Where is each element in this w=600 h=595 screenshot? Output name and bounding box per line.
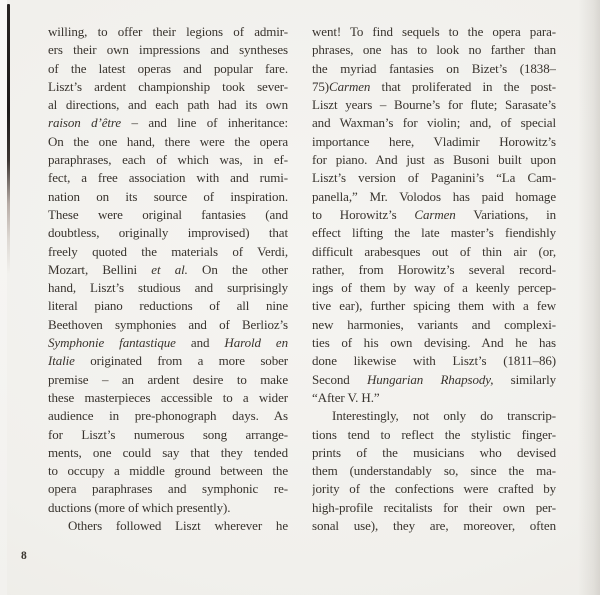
text-run: done likewise with Liszt’s (1811–86) [312, 353, 556, 369]
text-run: Interestingly, not only do transcrip- [332, 408, 556, 424]
text-run: sonal use), they are, moreover, often [312, 518, 556, 534]
page-number: 8 [21, 550, 27, 562]
text-line [312, 499, 556, 517]
page-right-shadow [578, 0, 600, 595]
text-line [48, 297, 288, 315]
text-line [48, 261, 288, 279]
text-run: tive ear), further spicing them with a few [312, 298, 556, 314]
text-line [312, 261, 556, 279]
text-run: these masterpieces accessible to a wider [48, 389, 288, 405]
text-line [48, 517, 288, 535]
text-run: literal piano reductions of all nine [48, 298, 288, 314]
italic-text: Italie [48, 353, 75, 369]
text-line [48, 334, 288, 352]
text-run: jority of the confections were crafted by [312, 481, 556, 497]
text-line [312, 279, 556, 297]
italic-text: Carmen [329, 78, 371, 94]
text-run: to Horowitz’s [312, 206, 415, 222]
text-run: effect lifting the late master’s fiendishly [312, 225, 556, 241]
text-run: Beethoven symphonies and of Berlioz’s [48, 316, 288, 332]
text-run: them (understandably so, since the ma- [312, 463, 556, 479]
text-line [48, 23, 288, 41]
text-run: Others followed Liszt wherever he [68, 518, 288, 534]
text-line [312, 517, 556, 535]
text-line [48, 60, 288, 78]
text-run: phrases, one has to look no farther than [312, 42, 556, 58]
text-run: audience in pre-phonograph days. As [48, 408, 288, 424]
text-run: tions tend to reflect the stylistic finger- [312, 426, 556, 442]
text-run: 75) [312, 78, 330, 94]
text-run: hand, Liszt’s studious and surprisingly [48, 280, 288, 296]
text-line [312, 169, 556, 187]
text-run: high-profile recitalists for their own per- [312, 499, 556, 515]
text-run: These were original fantasies (and [48, 206, 288, 222]
text-line [312, 297, 556, 315]
text-line [312, 480, 556, 498]
text-run: of the latest operas and popular fare. [48, 60, 288, 76]
text-line [48, 462, 288, 480]
text-run: ments, one could say that they tended [48, 444, 288, 460]
text-line [48, 371, 288, 389]
text-line [312, 426, 556, 444]
italic-text: Carmen [414, 206, 456, 222]
text-run: for Liszt’s numerous song arrange- [48, 426, 288, 442]
text-run: opera paraphrases and symphonic re- [48, 481, 288, 497]
spine-shadow [7, 4, 10, 274]
text-line [48, 243, 288, 261]
text-run: On the other [187, 261, 288, 277]
text-line [48, 352, 288, 370]
text-line [312, 23, 556, 41]
text-line [312, 316, 556, 334]
text-run: On the one hand, there were the opera [48, 133, 288, 149]
text-run: and Waxman’s for violin; and, of special [312, 115, 556, 131]
text-run: importance here, Vladimir Horowitz’s [312, 133, 556, 149]
text-run: al directions, and each path had its own [48, 97, 288, 113]
text-run: for piano. And just as Busoni built upon [312, 152, 556, 168]
text-run: new harmonies, variants and complexi- [312, 316, 556, 332]
text-line [48, 41, 288, 59]
text-run: to occupy a middle ground between the [48, 463, 288, 479]
text-line [48, 499, 288, 517]
text-run: similarly [493, 371, 556, 387]
text-line [48, 114, 288, 132]
text-run: Liszt’s version of Paganini’s “La Cam- [312, 170, 556, 186]
text-line [48, 96, 288, 114]
text-line [312, 114, 556, 132]
text-line [312, 352, 556, 370]
text-line [312, 389, 556, 407]
text-line [48, 480, 288, 498]
text-line [48, 444, 288, 462]
text-line [312, 206, 556, 224]
text-line [48, 279, 288, 297]
text-line [48, 407, 288, 425]
text-run: – and line of inheritance: [121, 115, 288, 131]
text-line [48, 188, 288, 206]
text-run: fect, a free association with and rumi- [48, 170, 288, 186]
text-column-left [48, 23, 288, 535]
text-run: paraphrases, each of which was, in ef- [48, 152, 288, 168]
text-line [48, 78, 288, 96]
text-run: Second [312, 371, 367, 387]
text-run: and [175, 335, 225, 351]
text-run: Variations, in [455, 206, 556, 222]
italic-text: Hungarian Rhapsody, [366, 371, 494, 387]
text-line [312, 371, 556, 389]
text-run: panella,” Mr. Volodos has paid homage [312, 188, 556, 204]
text-run: ductions (more of which presently). [48, 499, 231, 515]
text-run: premise – an ardent desire to make [48, 371, 288, 387]
text-line [48, 316, 288, 334]
text-line [312, 78, 556, 96]
text-line [312, 41, 556, 59]
text-run: originated from a more sober [74, 353, 288, 369]
text-line [312, 60, 556, 78]
text-line [312, 444, 556, 462]
text-line [312, 334, 556, 352]
italic-text: raison d’être [48, 115, 122, 131]
text-line [312, 462, 556, 480]
text-run: Mozart, Bellini [48, 261, 152, 277]
text-line [48, 389, 288, 407]
italic-text: et al. [151, 261, 188, 277]
text-line [312, 224, 556, 242]
text-line [48, 224, 288, 242]
text-run: doubtless, originally improvised) that [48, 225, 288, 241]
text-run: nation on its source of inspiration. [48, 188, 288, 204]
text-run: that proliferated in the post- [370, 78, 556, 94]
text-line [312, 407, 556, 425]
text-run: freely quoted the materials of Verdi, [48, 243, 288, 259]
text-run: Liszt years – Bourne’s for flute; Sarasate’s [312, 97, 556, 113]
text-line [48, 151, 288, 169]
text-run: ers their own impressions and syntheses [48, 42, 288, 58]
text-line [48, 206, 288, 224]
text-run: went! To find sequels to the opera para- [312, 24, 556, 39]
text-run: rather, from Horowitz’s several record- [312, 261, 556, 277]
text-run: “After V. H.” [312, 389, 380, 405]
text-line [312, 243, 556, 261]
italic-text: Harold en [224, 335, 288, 351]
text-run: ings of them by way of a keenly percep- [312, 280, 556, 296]
text-line [48, 169, 288, 187]
text-run: prints of the musicians who devised [312, 444, 556, 460]
text-run: difficult arabesques out of thin air (or, [312, 243, 556, 259]
italic-text: Symphonie fantastique [48, 335, 176, 351]
text-line [312, 96, 556, 114]
text-run: Liszt’s ardent championship took sever- [48, 78, 288, 94]
text-line [48, 133, 288, 151]
text-line [312, 133, 556, 151]
text-run: willing, to offer their legions of admir- [48, 24, 288, 39]
text-line [312, 151, 556, 169]
text-run: the myriad fantasies on Bizet’s (1838– [312, 60, 556, 76]
text-line [312, 188, 556, 206]
text-line [48, 426, 288, 444]
text-column-right [312, 23, 556, 535]
text-run: ties of his own devising. And he has [312, 335, 556, 351]
page-left-edge [0, 0, 7, 595]
